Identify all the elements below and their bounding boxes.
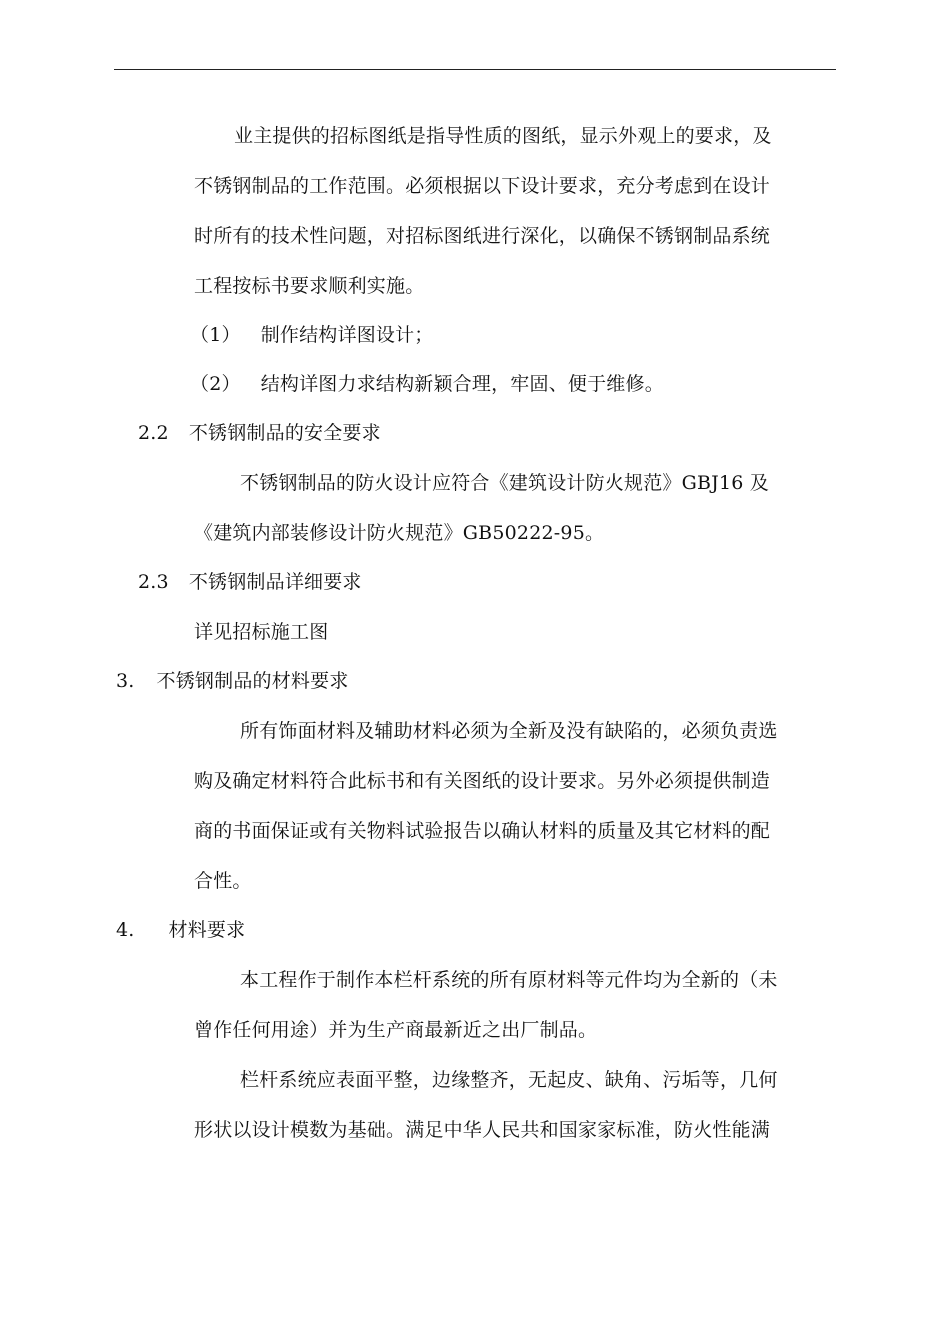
list-item-text: 结构详图力求结构新颖合理，牢固、便于维修。 xyxy=(260,373,664,395)
section-3-line-2: 购及确定材料符合此标书和有关图纸的设计要求。另外必须提供制造 xyxy=(194,770,771,792)
section-3-line-1: 所有饰面材料及辅助材料必须为全新及没有缺陷的，必须负责选 xyxy=(240,720,778,742)
header-rule xyxy=(114,69,836,70)
section-3-line-3: 商的书面保证或有关物料试验报告以确认材料的质量及其它材料的配 xyxy=(194,820,771,842)
list-item-2 xyxy=(190,372,664,396)
intro-line-1: 业主提供的招标图纸是指导性质的图纸，显示外观上的要求，及 xyxy=(234,125,772,147)
list-item-number: （2） xyxy=(190,373,241,395)
section-title: 不锈钢制品的安全要求 xyxy=(188,422,381,444)
section-number: 2.2 xyxy=(138,422,169,444)
section-title: 不锈钢制品的材料要求 xyxy=(156,670,349,692)
intro-line-3: 时所有的技术性问题，对招标图纸进行深化，以确保不锈钢制品系统 xyxy=(194,225,771,247)
section-title: 不锈钢制品详细要求 xyxy=(188,571,362,593)
section-2-2-line-2: 《建筑内部装修设计防火规范》GB50222-95。 xyxy=(194,522,605,544)
section-4-p1-line-2: 曾作任何用途）并为生产商最新近之出厂制品。 xyxy=(194,1019,598,1041)
section-4-p2-line-1: 栏杆系统应表面平整，边缘整齐，无起皮、缺角、污垢等，几何 xyxy=(240,1069,778,1091)
section-4-heading xyxy=(116,918,245,942)
list-item-number: （1） xyxy=(190,324,241,346)
section-2-3-heading xyxy=(138,570,362,594)
section-number: 4. xyxy=(116,919,135,941)
section-4-p2-line-2: 形状以设计模数为基础。满足中华人民共和国家家标准，防火性能满 xyxy=(194,1119,771,1141)
intro-line-2: 不锈钢制品的工作范围。必须根据以下设计要求，充分考虑到在设计 xyxy=(194,175,771,197)
section-3-heading xyxy=(116,669,349,693)
section-title: 材料要求 xyxy=(168,919,246,941)
section-number: 3. xyxy=(116,670,135,692)
section-2-3-body: 详见招标施工图 xyxy=(194,621,329,643)
intro-line-4: 工程按标书要求顺利实施。 xyxy=(194,275,425,297)
section-number: 2.3 xyxy=(138,571,169,593)
section-2-2-heading xyxy=(138,421,381,445)
section-2-2-line-1: 不锈钢制品的防火设计应符合《建筑设计防火规范》GBJ16 及 xyxy=(240,472,769,494)
list-item-1 xyxy=(190,323,434,347)
section-4-p1-line-1: 本工程作于制作本栏杆系统的所有原材料等元件均为全新的（未 xyxy=(240,969,778,991)
section-3-line-4: 合性。 xyxy=(194,870,252,892)
list-item-text: 制作结构详图设计； xyxy=(260,324,434,346)
